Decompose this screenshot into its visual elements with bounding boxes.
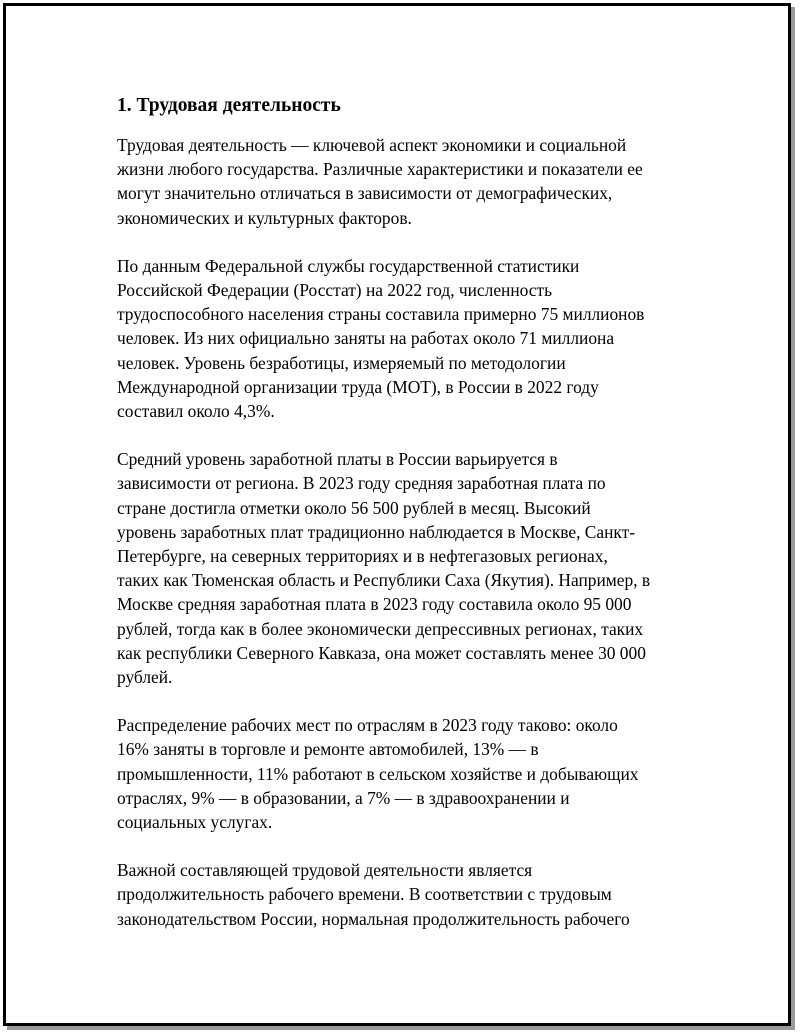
- text-line: социальных услугах.: [117, 812, 273, 833]
- section-heading: 1. Трудовая деятельность: [117, 95, 341, 116]
- text-line: могут значительно отличаться в зависимости от демографических,: [117, 183, 613, 204]
- text-line: стране достигла отметки около 56 500 рублей в месяц. Высокий: [117, 497, 591, 518]
- text-line: законодательством России, нормальная продолжительность рабочего: [117, 908, 630, 929]
- text-line: человек. Уровень безработицы, измеряемый по методологии: [117, 352, 566, 373]
- text-line: По данным Федеральной службы государственной статистики: [117, 255, 580, 276]
- text-line: таких как Тюменская область и Республики Саха (Якутия). Например, в: [117, 570, 651, 591]
- text-line: промышленности, 11% работают в сельском хозяйстве и добывающих: [117, 763, 639, 784]
- text-line: жизни любого государства. Различные характеристики и показатели ее: [117, 159, 643, 180]
- text-line: Трудовая деятельность — ключевой аспект экономики и социальной: [117, 135, 627, 155]
- text-line: Важной составляющей трудовой деятельности является: [117, 860, 533, 881]
- text-line: Москве средняя заработная плата в 2023 году составила около 95 000: [117, 594, 632, 615]
- text-line: как республики Северного Кавказа, она может составлять менее 30 000: [117, 642, 646, 663]
- text-line: уровень заработных плат традиционно наблюдается в Москве, Санкт-: [117, 521, 636, 542]
- text-line: отраслях, 9% — в образовании, а 7% — в здравоохранении и: [117, 787, 570, 808]
- text-line: 16% заняты в торговле и ремонте автомобилей, 13% — в: [117, 739, 539, 760]
- text-line: Средний уровень заработной платы в России варьируется в: [117, 449, 558, 470]
- text-line: рублей.: [117, 667, 173, 688]
- paragraph-working-time: [117, 858, 692, 931]
- text-line: экономических и культурных факторов.: [117, 207, 412, 228]
- paragraph-rosstat: [117, 254, 692, 423]
- paragraph-wages: [117, 447, 692, 689]
- text-line: продолжительность рабочего времени. В соответствии с трудовым: [117, 884, 612, 905]
- text-line: составил около 4,3%.: [117, 401, 275, 422]
- paragraph-sectors: [117, 713, 692, 834]
- text-line: трудоспособного населения страны составила примерно 75 миллионов: [117, 304, 645, 325]
- text-line: Распределение рабочих мест по отраслям в 2023 году таково: около: [117, 715, 618, 736]
- text-line: человек. Из них официально заняты на работах около 71 миллиона: [117, 328, 615, 349]
- text-line: зависимости от региона. В 2023 году средняя заработная плата по: [117, 473, 606, 494]
- text-line: Российской Федерации (Росстат) на 2022 год, численность: [117, 280, 553, 301]
- document-body: [117, 93, 692, 955]
- paragraph-intro: [117, 133, 692, 230]
- text-line: Международной организации труда (МОТ), в России в 2022 году: [117, 376, 599, 397]
- text-line: Петербурге, на северных территориях и в нефтегазовых регионах,: [117, 546, 608, 567]
- text-line: рублей, тогда как в более экономически депрессивных регионах, таких: [117, 618, 644, 639]
